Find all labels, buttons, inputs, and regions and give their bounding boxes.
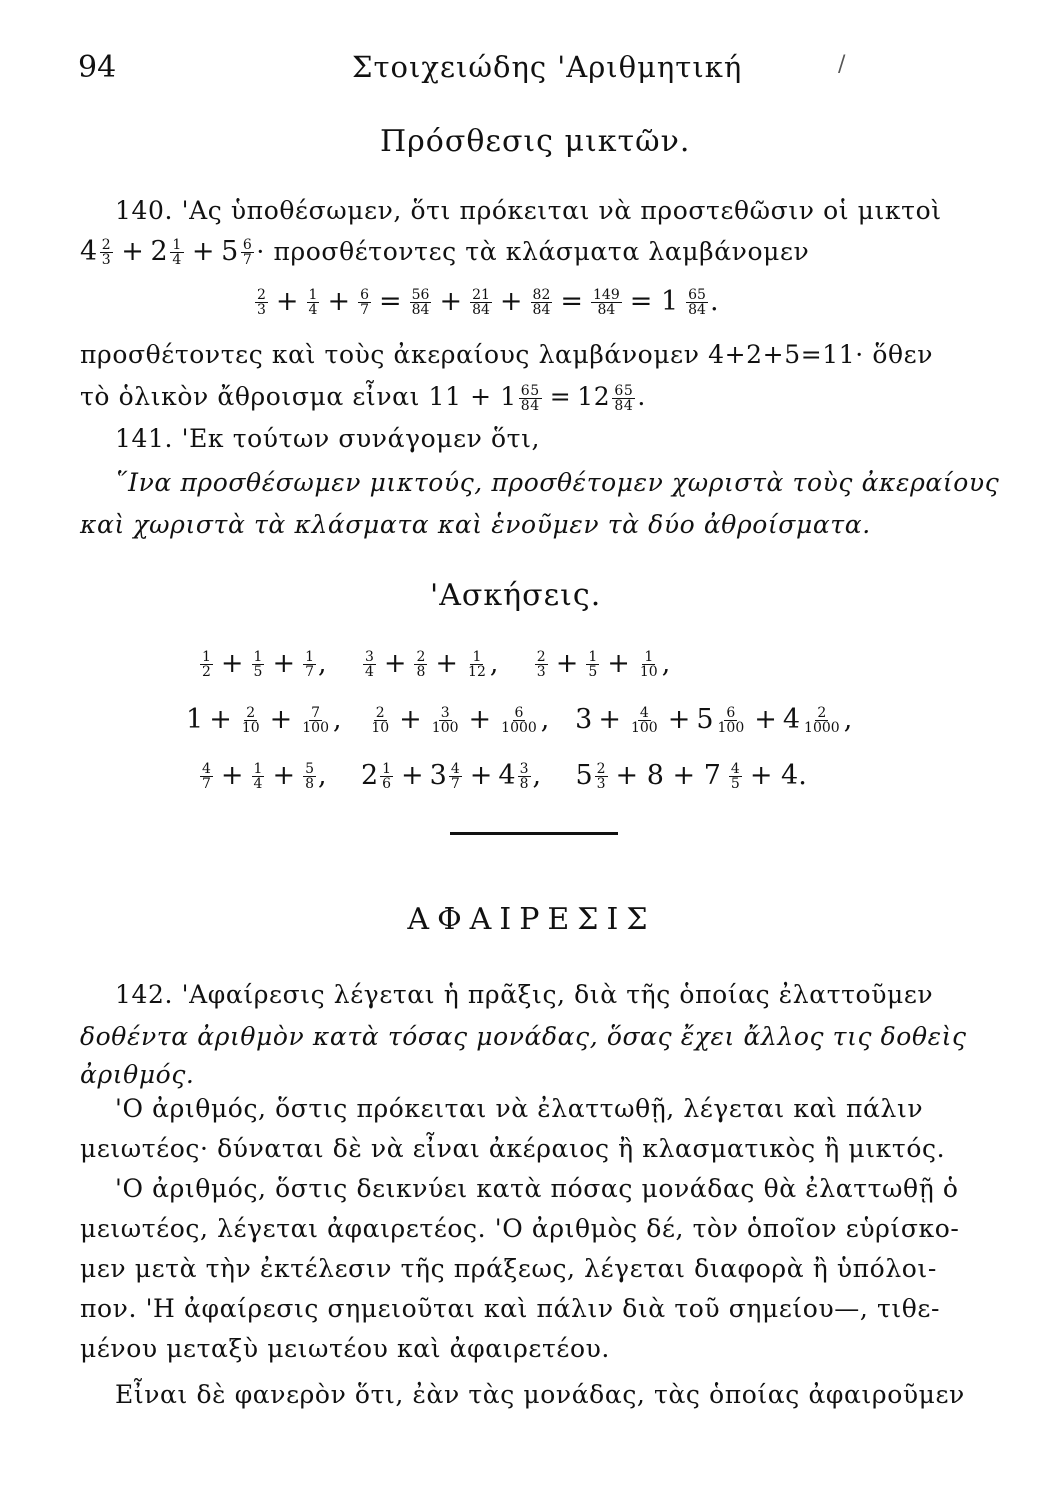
margin-mark: /: [838, 52, 846, 77]
paragraph-subtrahend-line-1: 'Ο ἀριθμός, ὅστις δεικνύει κατὰ πόσας μονάδας θὰ ἐλαττωθῇ ὁ: [115, 1174, 959, 1203]
paragraph-140-line-1: 140. 'Ας ὑποθέσωμεν, ὅτι πρόκειται νὰ προστεθῶσιν οἱ μικτοὶ: [115, 196, 942, 225]
paragraph-140-line-2: · προσθέτοντες τὰ κλάσματα λαμβάνομεν: [256, 237, 810, 266]
section-title-mixed-addition: Πρόσθεσις μικτῶν.: [380, 124, 691, 159]
mixed-numbers-expression: 4 $\frac{2}{3}$ + 2 $\frac{1}{4}$ + 5 $\frac{6}{7}$ · προσθέτοντες τὰ κλάσματα λαμβάνομεν: [80, 236, 810, 268]
equation-result: = 1: [629, 286, 679, 317]
fraction-sum-equation: $\frac{2}{3}$ + $\frac{1}{4}$ + $\frac{6}{7}$ = $\frac{56}{84}$ + $\frac{21}{84}$ + $\frac{82}{84}$ = $\frac{149}{84}$ = 1 $\frac{65}{84}$ .: [257, 286, 719, 318]
paragraph-140-line-4: προσθέτοντες καὶ τοὺς ἀκεραίους λαμβάνομεν 4+2+5=11· ὅθεν: [80, 340, 933, 369]
paragraph-subtrahend-line-5: μένου μεταξὺ μειωτέου καὶ ἀφαιρετέου.: [80, 1334, 610, 1363]
paragraph-subtrahend-line-4: πον. 'Η ἀφαίρεσις σημειοῦται καὶ πάλιν διὰ τοῦ σημείου—, τιθε-: [80, 1294, 941, 1323]
exercises-title: 'Ασκήσεις.: [430, 578, 602, 613]
exercise-row-2: 1 + $\frac{2}{10}$ + $\frac{7}{100}$ , $\frac{2}{10}$ + $\frac{3}{100}$ + $\frac{6}{1000}$ , 3 + $\frac{4}{100}$ + 5 $\frac{6}{100}$ + 4 $\frac{2}{1000}$ ,: [186, 704, 853, 736]
paragraph-subtrahend-line-2: μειωτέος, λέγεται ἀφαιρετέος. 'Ο ἀριθμὸς δέ, τὸν ὁποῖον εὑρίσκο-: [80, 1214, 960, 1243]
paragraph-subtrahend-line-3: μεν μετὰ τὴν ἐκτέλεσιν τῆς πράξεως, λέγεται διαφορὰ ἢ ὑπόλοι-: [80, 1254, 937, 1283]
paragraph-final-line-1: Εἶναι δὲ φανερὸν ὅτι, ἐὰν τὰς μονάδας, τὰς ὁποίας ἀφαιροῦμεν: [115, 1380, 965, 1409]
paragraph-142-line-1: 142. 'Αφαίρεσις λέγεται ἡ πρᾶξις, διὰ τῆς ὁποίας ἐλαττοῦμεν: [115, 980, 934, 1009]
section-divider: [450, 832, 618, 835]
exercise-row-3: $\frac{4}{7}$ + $\frac{1}{4}$ + $\frac{5}{8}$ , 2 $\frac{1}{6}$ + 3 $\frac{4}{7}$ + 4 $\frac{3}{8}$ , 5 $\frac{2}{3}$ + 8 + 7 $\frac{4}{5}$ + 4.: [202, 760, 807, 792]
exercise-row-1: $\frac{1}{2}$ + $\frac{1}{5}$ + $\frac{1}{7}$ , $\frac{3}{4}$ + $\frac{2}{8}$ + $\frac{1}{12}$ , $\frac{2}{3}$ + $\frac{1}{5}$ + $\frac{1}{10}$ ,: [202, 648, 671, 680]
paragraph-minuend-line-1: 'Ο ἀριθμός, ὅστις πρόκειται νὰ ἐλαττωθῇ, λέγεται καὶ πάλιν: [115, 1094, 924, 1123]
paragraph-141: 141. 'Εκ τούτων συνάγομεν ὅτι,: [115, 424, 541, 453]
paragraph-142-line-3: ἀριθμός.: [80, 1060, 195, 1089]
page-number: 94: [78, 50, 117, 85]
exercise-row-3-tail: + 8 + 7: [615, 760, 721, 791]
paragraph-140-line-5: τὸ ὁλικὸν ἄθροισμα εἶναι 11 + 1 $\frac{65}{84}$ = 12 $\frac{65}{84}$ .: [80, 382, 646, 414]
total-sum-text: τὸ ὁλικὸν ἄθροισμα εἶναι 11 + 1: [80, 382, 517, 411]
exercise-row-3-end: + 4.: [749, 760, 807, 791]
paragraph-minuend-line-2: μειωτέος· δύναται δὲ νὰ εἶναι ἀκέραιος ἢ κλασματικὸς ἢ μικτός.: [80, 1134, 946, 1163]
running-title: Στοιχειώδης 'Αριθμητική: [352, 50, 743, 84]
rule-line-1: ῞Ινα προσθέσωμεν μικτούς, προσθέτομεν χωριστὰ τοὺς ἀκεραίους: [115, 468, 1000, 497]
rule-line-2: καὶ χωριστὰ τὰ κλάσματα καὶ ἑνοῦμεν τὰ δύο ἀθροίσματα.: [80, 510, 871, 539]
paragraph-142-line-2: δοθέντα ἀριθμὸν κατὰ τόσας μονάδας, ὅσας ἔχει ἄλλος τις δοθεὶς: [80, 1022, 967, 1051]
section-title-subtraction: ΑΦΑΙΡΕΣΙΣ: [407, 902, 656, 937]
